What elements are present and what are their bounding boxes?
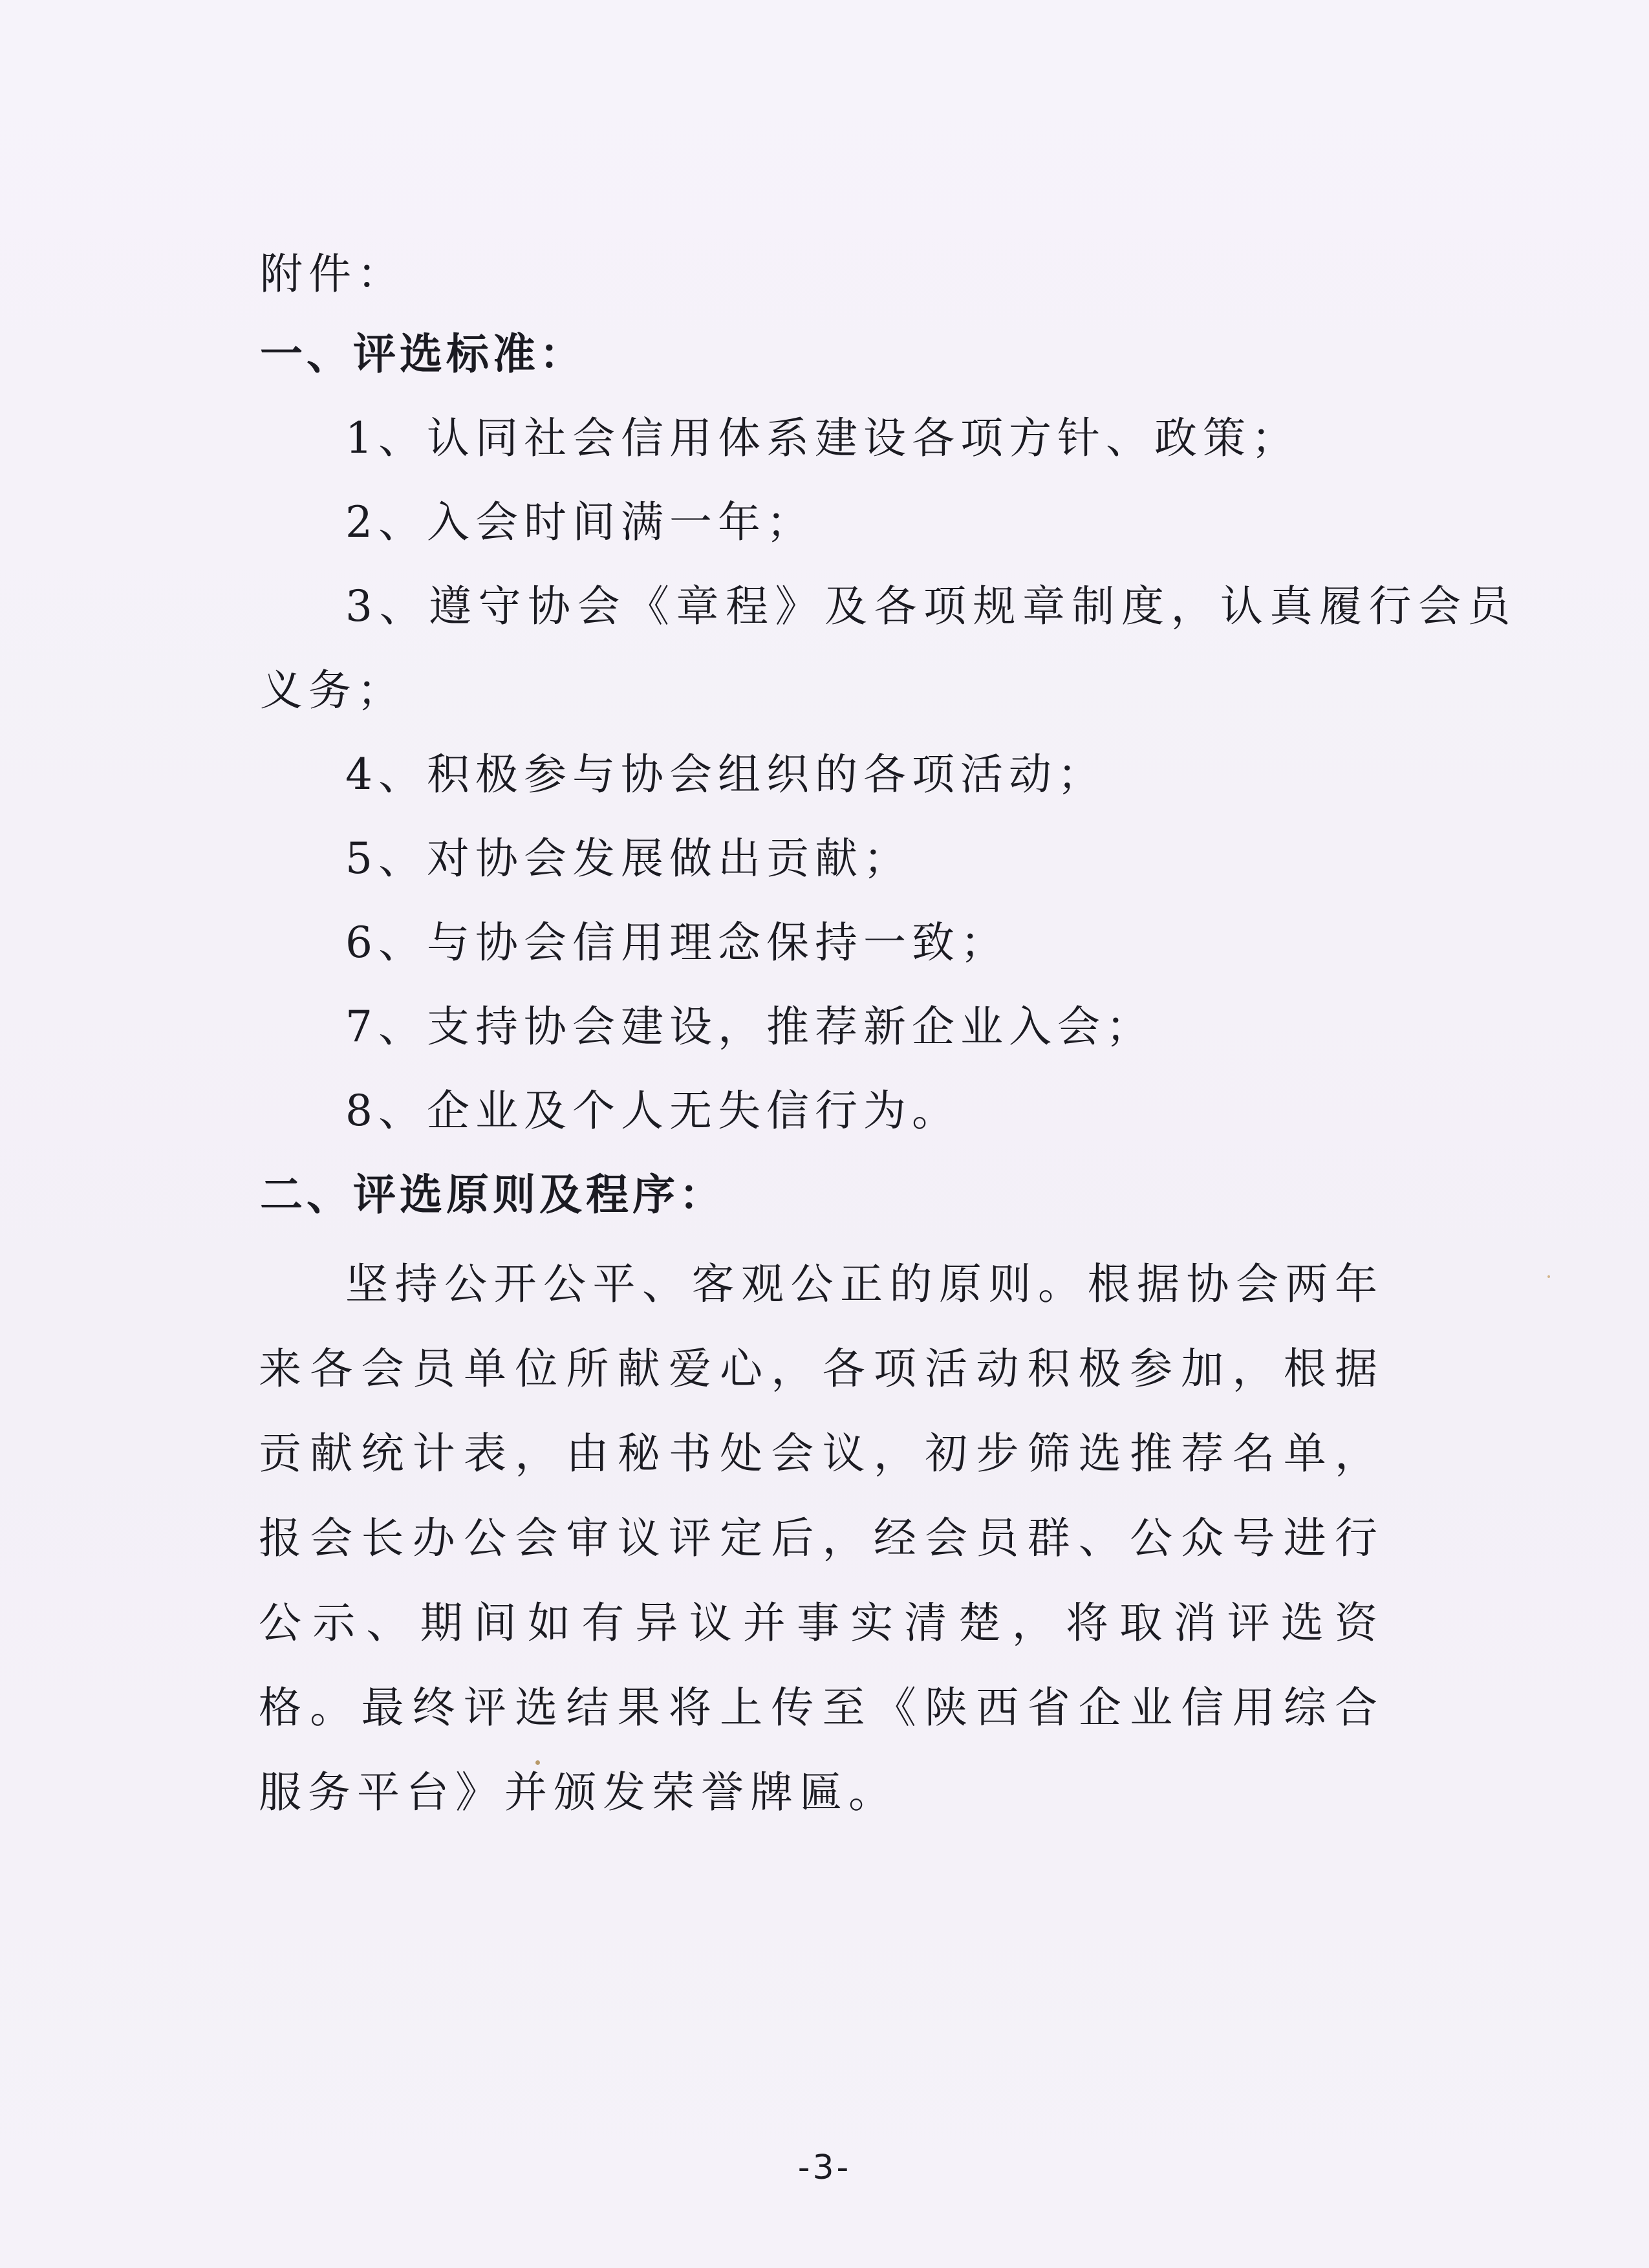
criteria-item-3-continued: 义务； xyxy=(260,665,405,715)
criteria-item-8: 8、企业及个人无失信行为。 xyxy=(345,1086,960,1136)
criteria-item-3: 3、遵守协会《章程》及各项规章制度，认真履行会员 xyxy=(345,581,1517,631)
criteria-item-7: 7、支持协会建设，推荐新企业入会； xyxy=(345,1002,1154,1052)
criteria-item-2: 2、入会时间满一年； xyxy=(345,497,815,547)
criteria-item-6: 6、与协会信用理念保持一致； xyxy=(345,918,1009,967)
page-number: -3- xyxy=(797,2148,852,2187)
scan-speck xyxy=(1547,1275,1550,1278)
criteria-item-5: 5、对协会发展做出贡献； xyxy=(345,834,912,883)
attachment-label: 附件： xyxy=(260,249,405,299)
section-heading-criteria: 一、评选标准： xyxy=(260,329,586,379)
criteria-item-1: 1、认同社会信用体系建设各项方针、政策； xyxy=(345,413,1300,463)
section-heading-principles: 二、评选原则及程序： xyxy=(260,1170,726,1220)
criteria-item-4: 4、积极参与协会组织的各项活动； xyxy=(345,750,1106,799)
principles-paragraph: 坚持公开公平、客观公正的原则。根据协会两年来各会员单位所献爱心，各项活动积极参加，根据贡献统计表，由秘书处会议，初步筛选推荐名单，报会长办公会审议评定后，经会员群、公众号进行公示、期间如有异议并事实清楚，将取消评选资格。最终评选结果将上传至《陕西省企业信用综合服务平台》并颁发荣誉牌匾。 xyxy=(259,1259,1384,1817)
scan-speck xyxy=(535,1760,540,1765)
